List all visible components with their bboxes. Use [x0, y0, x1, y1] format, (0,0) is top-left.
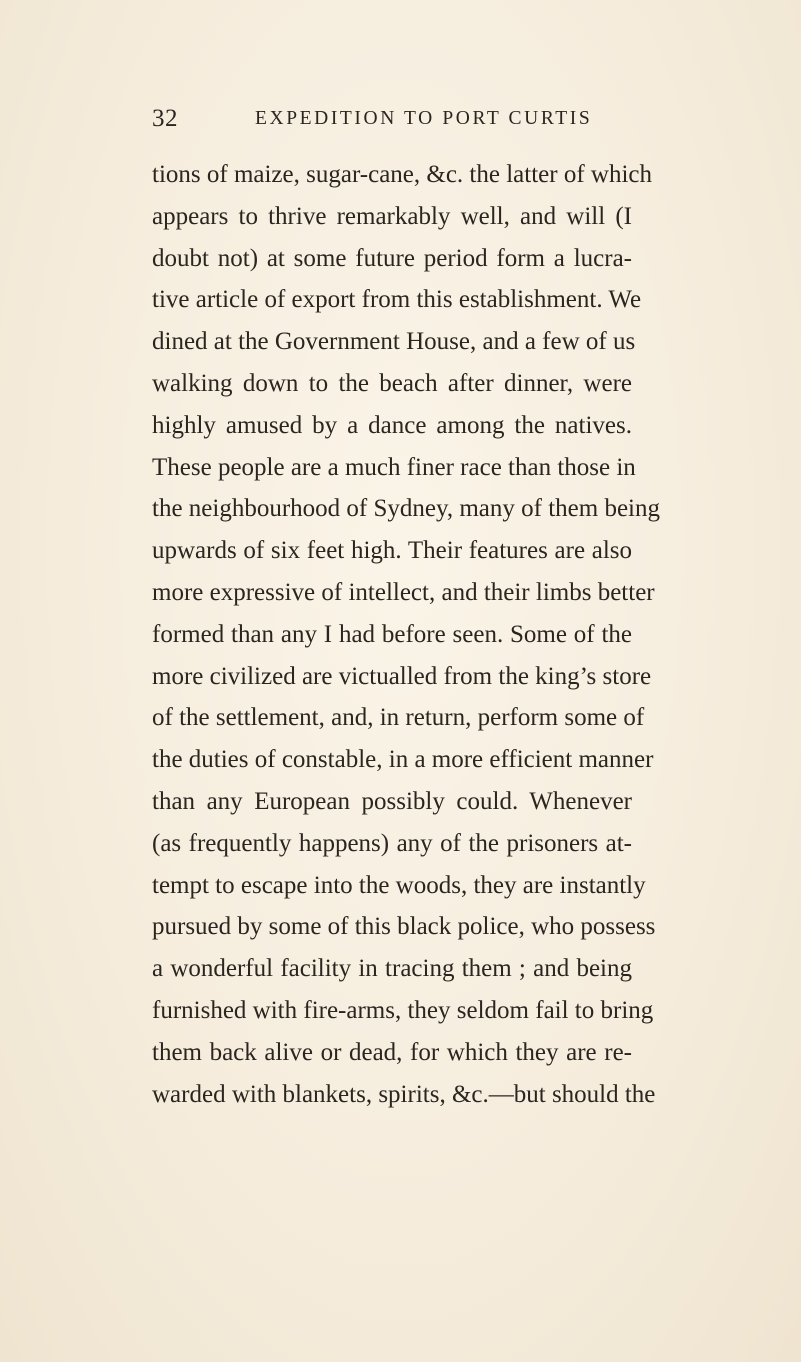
- text-line: the neighbourhood of Sydney, many of them being: [152, 495, 661, 523]
- text-line: appears to thrive remarkably well, and will (I: [152, 202, 632, 230]
- text-line: more civilized are victualled from the king’s store: [152, 662, 652, 690]
- page-header: [152, 101, 632, 137]
- text-line: pursued by some of this black police, who possess: [152, 913, 656, 941]
- text-line: than any European possibly could. Whenever: [152, 787, 632, 815]
- text-line: tive article of export from this establishment. We: [152, 286, 642, 314]
- text-line: These people are a much finer race than those in: [152, 453, 636, 481]
- text-line: dined at the Government House, and a few of us: [152, 328, 636, 356]
- text-line: walking down to the beach after dinner, were: [152, 369, 632, 397]
- text-line: highly amused by a dance among the natives.: [152, 411, 632, 439]
- text-line: more expressive of intellect, and their limbs better: [152, 578, 655, 606]
- text-line: tions of maize, sugar-cane, &c. the latter of which: [152, 161, 652, 188]
- text-line: a wonderful facility in tracing them ; and being: [152, 955, 632, 983]
- body-text: [152, 154, 661, 1115]
- page-number: 32: [152, 105, 178, 132]
- text-line: the duties of constable, in a more efficient manner: [152, 746, 654, 774]
- text-line: tempt to escape into the woods, they are instantly: [152, 871, 646, 899]
- text-line: warded with blankets, spirits, &c.—but should the: [152, 1080, 656, 1108]
- text-line: furnished with fire-arms, they seldom fail to bring: [152, 996, 654, 1024]
- text-line: of the settlement, and, in return, perform some of: [152, 704, 645, 732]
- text-line: formed than any I had before seen. Some of the: [152, 620, 632, 648]
- running-head: EXPEDITION TO PORT CURTIS: [255, 108, 593, 129]
- text-line: (as frequently happens) any of the prisoners at-: [152, 829, 632, 857]
- text-line: upwards of six feet high. Their features are also: [152, 537, 632, 565]
- text-line: doubt not) at some future period form a lucra-: [152, 244, 632, 272]
- text-line: them back alive or dead, for which they are re-: [152, 1038, 632, 1066]
